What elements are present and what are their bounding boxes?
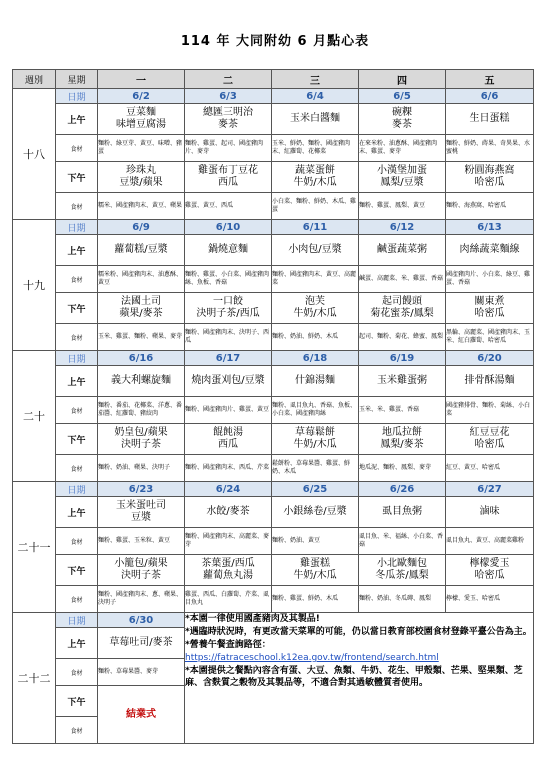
day-header: 三 bbox=[272, 70, 359, 89]
dish-cell bbox=[446, 497, 534, 528]
dish-line: 地瓜拉餅 bbox=[382, 427, 422, 438]
dish-line: 粉圓海燕窩 bbox=[464, 165, 515, 176]
date-cell: 6/11 bbox=[272, 220, 359, 235]
ingredients-label: 食材 bbox=[56, 324, 98, 351]
morning-row bbox=[13, 104, 534, 135]
ingredients-cell: 玉米、鮮奶、麵粉、國產豬肉末、紅蘿蔔、花椰菜 bbox=[272, 135, 359, 162]
ingredients-cell: 麵粉、雞蛋、玉米粒、黃豆 bbox=[98, 528, 185, 555]
dish-line: 決明子茶/西瓜 bbox=[196, 308, 260, 319]
dish-line: 草莓吐司/麥茶 bbox=[109, 637, 173, 648]
dish-line: 一口餃 bbox=[213, 296, 243, 307]
date-cell: 6/18 bbox=[272, 351, 359, 366]
ingredients-cell: 雞蛋、西瓜、白蘿蔔、芹菜、虱目魚丸 bbox=[185, 586, 272, 613]
dish-line: 結業式 bbox=[126, 708, 156, 720]
morning-label: 上午 bbox=[56, 235, 98, 266]
dish-cell bbox=[98, 555, 185, 586]
ingredients-cell: 小白菜、麵粉、鮮奶、木瓜、雞蛋 bbox=[272, 193, 359, 220]
dish-line: 紅豆豆花 bbox=[469, 427, 510, 438]
ingredients-cell: 麵粉、鮮奶、蒔果、奇異果、水蜜桃 bbox=[446, 135, 534, 162]
date-row bbox=[13, 613, 534, 628]
ingredients-cell: 麵粉、草莓果醬、麥芽 bbox=[98, 659, 185, 686]
dish-line: 滷味 bbox=[479, 506, 500, 517]
date-cell: 6/10 bbox=[185, 220, 272, 235]
note-line: *遇臨時狀況時，有更改當天菜單的可能，仍以當日教育部校園食材登錄平臺公告為主。 bbox=[185, 627, 532, 637]
dish-line: 起司饅頭 bbox=[382, 296, 422, 307]
note-line: *營養午餐查詢路徑： bbox=[185, 640, 271, 650]
dish-line: 豆菜麵 bbox=[126, 107, 156, 118]
ingredients-cell: 虱目魚、米、福絲、小白菜、香菇 bbox=[359, 528, 446, 555]
afternoon-label: 下午 bbox=[56, 424, 98, 455]
note-line: *本園提供之餐點內容含有蛋、大豆、魚類、牛奶、花生、甲殼類、芒果、堅果類、芝麻、含麩質之穀物及其製品等，不適合對其過敏體質者使用。 bbox=[185, 666, 523, 688]
dish-cell bbox=[272, 235, 359, 266]
dish-cell bbox=[185, 555, 272, 586]
morning-row bbox=[13, 366, 534, 397]
dish-line: 鳳梨/豆漿 bbox=[380, 177, 424, 188]
morning-row bbox=[13, 497, 534, 528]
date-cell: 6/16 bbox=[98, 351, 185, 366]
dish-line: 總匯三明治 bbox=[203, 107, 253, 118]
dish-line: 小漢堡加蛋 bbox=[377, 165, 427, 176]
dish-cell bbox=[185, 366, 272, 397]
ingredients-cell: 麵粉、雞蛋、起司、國產豬肉片、麥芽 bbox=[185, 135, 272, 162]
ingredients-cell: 麵粉、國產豬肉末、西瓜、芹菜 bbox=[185, 455, 272, 482]
dish-line: 蔬菜蛋餅 bbox=[295, 165, 335, 176]
ingredients-label: 食材 bbox=[56, 266, 98, 293]
dish-line: 茶葉蛋/西瓜 bbox=[201, 558, 255, 569]
dish-cell bbox=[98, 235, 185, 266]
dish-cell bbox=[446, 366, 534, 397]
snack-menu-table bbox=[12, 69, 534, 744]
day-header: 四 bbox=[359, 70, 446, 89]
weekday-header: 星期 bbox=[56, 70, 98, 89]
dish-line: 豆漿/蘋果 bbox=[119, 177, 163, 188]
dish-line: 燒肉蛋刈包/豆漿 bbox=[191, 375, 265, 386]
day-header: 五 bbox=[446, 70, 534, 89]
date-cell: 6/20 bbox=[446, 351, 534, 366]
date-cell: 6/12 bbox=[359, 220, 446, 235]
dish-cell bbox=[446, 555, 534, 586]
date-cell: 6/9 bbox=[98, 220, 185, 235]
dish-line: 玉米蛋吐司 bbox=[116, 500, 166, 511]
dish-cell bbox=[185, 293, 272, 324]
dish-cell bbox=[272, 162, 359, 193]
dish-line: 鍋燒意麵 bbox=[208, 244, 248, 255]
ingredients-row bbox=[13, 193, 534, 220]
week-label: 十八 bbox=[13, 89, 56, 220]
date-cell: 6/19 bbox=[359, 351, 446, 366]
date-row bbox=[13, 220, 534, 235]
dish-line: 關東煮 bbox=[474, 296, 505, 307]
dish-line: 餛飩湯 bbox=[213, 427, 243, 438]
dish-cell bbox=[185, 162, 272, 193]
ingredients-label: 食材 bbox=[56, 397, 98, 424]
date-cell: 6/3 bbox=[185, 89, 272, 104]
day-header: 一 bbox=[98, 70, 185, 89]
dish-line: 牛奶/木瓜 bbox=[293, 439, 337, 450]
ingredients-cell: 麵粉、雞蛋、鮮奶、木瓜 bbox=[272, 586, 359, 613]
dish-cell bbox=[359, 293, 446, 324]
ingredients-cell: 麵粉、雞蛋、小白菜、國產豬肉絲、魚板、香菇 bbox=[185, 266, 272, 293]
date-cell: 6/6 bbox=[446, 89, 534, 104]
dish-cell bbox=[98, 162, 185, 193]
dish-cell bbox=[272, 104, 359, 135]
ingredients-cell: 麵粉、國產豬肉末、蔥、蘋果、決明子 bbox=[98, 586, 185, 613]
dish-line: 珍珠丸 bbox=[126, 165, 156, 176]
dish-cell bbox=[272, 366, 359, 397]
ingredients-cell: 黑輪、高麗菜、國產豬肉末、玉米、紅白蘿蔔、哈密瓜 bbox=[446, 324, 534, 351]
dish-cell bbox=[185, 497, 272, 528]
week-label: 二十二 bbox=[13, 613, 56, 744]
note-line: *本園一律使用國產豬肉及其製品! bbox=[185, 614, 320, 624]
date-cell: 6/2 bbox=[98, 89, 185, 104]
dish-cell bbox=[185, 424, 272, 455]
ingredients-cell: 麵粉、國產豬肉末、高麗菜、麥芽 bbox=[185, 528, 272, 555]
dish-line: 玉米白醬麵 bbox=[290, 113, 340, 124]
dish-line: 肉絲蔬菜麵線 bbox=[459, 244, 520, 255]
dish-line: 什錦湯麵 bbox=[295, 375, 335, 386]
dish-cell bbox=[272, 555, 359, 586]
date-cell: 6/24 bbox=[185, 482, 272, 497]
date-row bbox=[13, 351, 534, 366]
ingredients-label: 食材 bbox=[56, 586, 98, 613]
ingredients-cell: 玉米、米、雞蛋、香菇 bbox=[359, 397, 446, 424]
ingredients-cell: 麵粉、國產豬肉片、雞蛋、黃豆 bbox=[185, 397, 272, 424]
dish-line: 蘋果/麥茶 bbox=[119, 308, 163, 319]
dish-line: 法國土司 bbox=[121, 296, 161, 307]
dish-line: 小籠包/蘋果 bbox=[114, 558, 168, 569]
week-label: 二十 bbox=[13, 351, 56, 482]
ingredients-cell: 國產豬肉片、小白菜、綠豆、雞蛋、香菇 bbox=[446, 266, 534, 293]
ingredients-label: 食材 bbox=[56, 717, 98, 744]
date-label: 日期 bbox=[56, 89, 98, 104]
afternoon-label: 下午 bbox=[56, 162, 98, 193]
dish-line: 蘿蔔魚丸湯 bbox=[203, 570, 253, 581]
ingredients-cell: 虱目魚丸、黃豆、高麗菜雞粉 bbox=[446, 528, 534, 555]
date-cell: 6/17 bbox=[185, 351, 272, 366]
dish-line: 小肉包/豆漿 bbox=[288, 244, 342, 255]
week-label: 十九 bbox=[13, 220, 56, 351]
ingredients-row bbox=[13, 397, 534, 424]
ingredients-label: 食材 bbox=[56, 528, 98, 555]
dish-line: 菊花蜜茶/鳳梨 bbox=[370, 308, 434, 319]
ingredients-cell: 糯米粉、國產豬肉末、油蔥酥、黃豆 bbox=[98, 266, 185, 293]
dish-line: 水餃/麥茶 bbox=[206, 506, 250, 517]
dish-line: 小銀絲卷/豆漿 bbox=[283, 506, 347, 517]
note-link-line[interactable] bbox=[185, 652, 533, 664]
dish-line: 決明子茶 bbox=[121, 570, 161, 581]
ingredients-cell: 麵粉、國產豬肉末、黃豆、高麗菜 bbox=[272, 266, 359, 293]
dish-line: 豆漿 bbox=[131, 512, 151, 523]
day-header: 二 bbox=[185, 70, 272, 89]
dish-cell bbox=[98, 366, 185, 397]
ingredients-cell: 麵粉、國產豬肉末、決明子、西瓜 bbox=[185, 324, 272, 351]
dish-cell bbox=[272, 293, 359, 324]
ingredients-cell: 麵粉、虱目魚丸、香菇、魚板、小白菜、國產豬肉絲 bbox=[272, 397, 359, 424]
week-header: 週別 bbox=[13, 70, 56, 89]
date-cell: 6/25 bbox=[272, 482, 359, 497]
morning-label: 上午 bbox=[56, 497, 98, 528]
dish-cell bbox=[98, 497, 185, 528]
dish-line: 牛奶/木瓜 bbox=[293, 308, 337, 319]
dish-cell bbox=[446, 162, 534, 193]
date-label: 日期 bbox=[56, 482, 98, 497]
dish-line: 鹹蛋蔬菜粥 bbox=[377, 244, 427, 255]
date-cell: 6/4 bbox=[272, 89, 359, 104]
date-label: 日期 bbox=[56, 351, 98, 366]
date-cell: 6/26 bbox=[359, 482, 446, 497]
date-cell: 6/30 bbox=[98, 613, 185, 628]
date-label: 日期 bbox=[56, 613, 98, 628]
dish-cell bbox=[446, 235, 534, 266]
header-row bbox=[13, 70, 534, 89]
ingredients-row bbox=[13, 455, 534, 482]
dish-line: 哈密瓜 bbox=[474, 177, 505, 188]
dish-line: 哈密瓜 bbox=[474, 308, 505, 319]
ingredients-label: 食材 bbox=[56, 659, 98, 686]
morning-label: 上午 bbox=[56, 366, 98, 397]
dish-cell bbox=[446, 424, 534, 455]
morning-row bbox=[13, 235, 534, 266]
dish-cell bbox=[359, 497, 446, 528]
date-label: 日期 bbox=[56, 220, 98, 235]
afternoon-row bbox=[13, 424, 534, 455]
ingredients-cell: 麵粉、番茄、花椰菜、洋蔥、番茄醬、紅蘿蔔、豬絞肉 bbox=[98, 397, 185, 424]
dish-line: 小北歐麵包 bbox=[377, 558, 427, 569]
ingredients-cell: 麵粉、奶油、鮮奶、木瓜 bbox=[272, 324, 359, 351]
dish-cell bbox=[359, 235, 446, 266]
ingredients-cell: 麵粉、奶油、黃豆 bbox=[272, 528, 359, 555]
ingredients-label: 食材 bbox=[56, 455, 98, 482]
dish-line: 雞蛋糕 bbox=[300, 558, 330, 569]
ingredients-cell: 雞蛋、黃豆、西瓜 bbox=[185, 193, 272, 220]
ingredients-row bbox=[13, 135, 534, 162]
ingredients-row bbox=[13, 324, 534, 351]
dish-line: 西瓜 bbox=[218, 439, 238, 450]
dish-line: 義大利螺旋麵 bbox=[111, 375, 171, 386]
dish-line: 麥茶 bbox=[392, 119, 412, 130]
date-cell: 6/13 bbox=[446, 220, 534, 235]
dish-cell bbox=[98, 628, 185, 659]
dish-cell bbox=[185, 235, 272, 266]
ingredients-cell: 國產豬排骨、麵粉、菊絲、小白菜 bbox=[446, 397, 534, 424]
dish-cell bbox=[359, 555, 446, 586]
dish-line: 哈密瓜 bbox=[474, 439, 505, 450]
ingredients-cell: 麵粉、雞蛋、鳳梨、黃豆 bbox=[359, 193, 446, 220]
dish-cell bbox=[446, 293, 534, 324]
dish-line: 西瓜 bbox=[218, 177, 238, 188]
afternoon-label: 下午 bbox=[56, 293, 98, 324]
date-cell: 6/27 bbox=[446, 482, 534, 497]
dish-cell bbox=[359, 424, 446, 455]
dish-line: 草莓鬆餅 bbox=[295, 427, 335, 438]
dish-cell bbox=[359, 366, 446, 397]
date-row bbox=[13, 482, 534, 497]
date-cell: 6/5 bbox=[359, 89, 446, 104]
ingredients-row bbox=[13, 266, 534, 293]
week-label: 二十一 bbox=[13, 482, 56, 613]
ingredients-cell: 麵粉、奶油、蘋果、決明子 bbox=[98, 455, 185, 482]
ingredients-cell: 玉米、雞蛋、麵粉、蘋果、麥芽 bbox=[98, 324, 185, 351]
ingredients-cell: 在來米粉、油蔥酥、國產豬肉末、雞蛋、麥芽 bbox=[359, 135, 446, 162]
dish-cell bbox=[98, 104, 185, 135]
dish-line: 牛奶/木瓜 bbox=[293, 177, 337, 188]
ingredients-row bbox=[13, 586, 534, 613]
dish-line: 哈密瓜 bbox=[474, 570, 505, 581]
dish-cell bbox=[359, 162, 446, 193]
dish-line: 牛奶/木瓜 bbox=[293, 570, 337, 581]
lunch-query-link[interactable]: https://fatraceschool.k12ea.gov.tw/frontend/search.html bbox=[185, 653, 439, 663]
dish-line: 鳳梨/麥茶 bbox=[380, 439, 424, 450]
dish-line: 麥茶 bbox=[218, 119, 238, 130]
dish-line: 虱目魚粥 bbox=[382, 506, 422, 517]
afternoon-label: 下午 bbox=[56, 686, 98, 717]
dish-line: 玉米雞蛋粥 bbox=[377, 375, 427, 386]
ingredients-cell: 檸檬、愛玉、哈密瓜 bbox=[446, 586, 534, 613]
dish-line: 生日蛋糕 bbox=[469, 113, 510, 124]
date-row bbox=[13, 89, 534, 104]
dish-line: 排骨酥湯麵 bbox=[464, 375, 515, 386]
ingredients-cell: 起司、麵粉、菊花、蜂蜜、鳳梨 bbox=[359, 324, 446, 351]
afternoon-row bbox=[13, 555, 534, 586]
ingredients-cell: 紅豆、黃豆、哈密瓜 bbox=[446, 455, 534, 482]
dish-cell bbox=[98, 424, 185, 455]
graduation-cell bbox=[98, 686, 185, 744]
ingredients-cell: 麵粉、綠豆芽、黃豆、味噌、豬蛋 bbox=[98, 135, 185, 162]
dish-line: 味增豆腐湯 bbox=[116, 119, 166, 130]
ingredients-cell: 地瓜泥、麵粉、鳳梨、麥芽 bbox=[359, 455, 446, 482]
afternoon-row bbox=[13, 162, 534, 193]
afternoon-label: 下午 bbox=[56, 555, 98, 586]
dish-line: 雞蛋布丁豆花 bbox=[198, 165, 258, 176]
ingredients-row bbox=[13, 528, 534, 555]
page-title: 114 年 大同附幼 6 月點心表 bbox=[180, 34, 370, 49]
ingredients-cell: 麵粉、海燕窩、哈密瓜 bbox=[446, 193, 534, 220]
ingredients-cell: 麵粉、奶油、冬瓜磚、鳳梨 bbox=[359, 586, 446, 613]
morning-label: 上午 bbox=[56, 104, 98, 135]
morning-label: 上午 bbox=[56, 628, 98, 659]
ingredients-label: 食材 bbox=[56, 135, 98, 162]
dish-line: 泡芙 bbox=[305, 296, 325, 307]
ingredients-cell: 鬆餅粉、草莓果醬、雞蛋、鮮奶、木瓜 bbox=[272, 455, 359, 482]
date-cell: 6/23 bbox=[98, 482, 185, 497]
dish-line: 奶皇包/蘋果 bbox=[114, 427, 168, 438]
notes-panel bbox=[185, 613, 534, 744]
dish-line: 冬瓜茶/鳳梨 bbox=[375, 570, 429, 581]
dish-line: 決明子茶 bbox=[121, 439, 161, 450]
ingredients-cell: 鹹蛋、高麗菜、米、雞蛋、香菇 bbox=[359, 266, 446, 293]
dish-line: 檸檬愛玉 bbox=[469, 558, 510, 569]
dish-cell bbox=[98, 293, 185, 324]
dish-cell bbox=[446, 104, 534, 135]
afternoon-row bbox=[13, 293, 534, 324]
dish-cell bbox=[185, 104, 272, 135]
dish-line: 蘿蔔糕/豆漿 bbox=[114, 244, 168, 255]
dish-line: 碗粿 bbox=[392, 107, 412, 118]
ingredients-label: 食材 bbox=[56, 193, 98, 220]
dish-cell bbox=[272, 497, 359, 528]
dish-cell bbox=[272, 424, 359, 455]
dish-cell bbox=[359, 104, 446, 135]
ingredients-cell: 糯米、國產豬肉末、黃豆、蘋果 bbox=[98, 193, 185, 220]
